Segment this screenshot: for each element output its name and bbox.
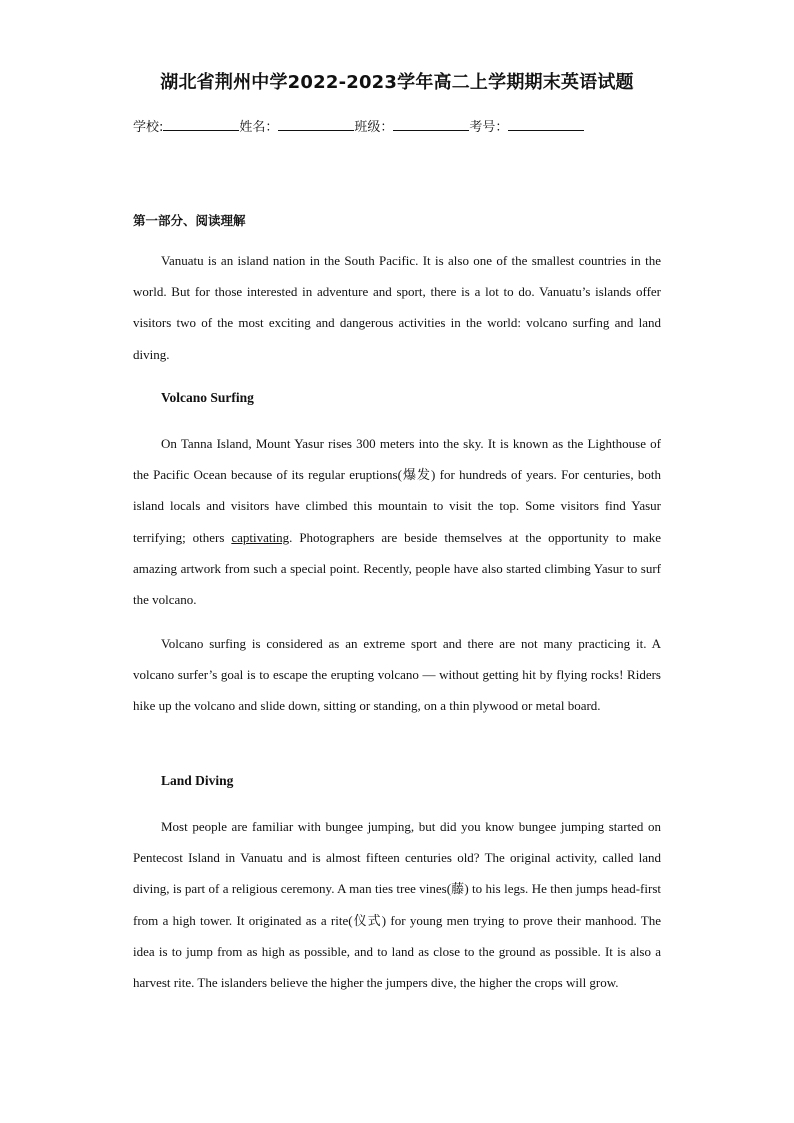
paragraph-intro: Vanuatu is an island nation in the South Pacific. It is also one of the smallest countries in the world. But for those interested in adventure and sport, there is a lot to do. Vanuatu’s islands offer visitors two of the most exciting and dangerous activities in the world: volcano surfing and land diving. xyxy=(133,253,661,362)
paragraph-yasur xyxy=(133,428,661,615)
name-blank[interactable] xyxy=(278,118,354,131)
heading-land-diving: Land Diving xyxy=(161,773,234,788)
school-label: 学校: xyxy=(133,120,164,135)
page-title: 湖北省荆州中学2022-2023学年高二上学期期末英语试题 xyxy=(160,72,634,93)
paragraph-land-diving: Most people are familiar with bungee jumping, but did you know bungee jumping started on Pentecost Island in Vanuatu and is almost fifteen centuries old? The original activity, called land diving, is part of a religious ceremony. A man ties tree vines(藤) to his legs. He then jumps head-first from a high tower. It originated as a rite(仪式) for young men trying to prove their manhood. The idea is to jump from as high as possible, and to land as close to the ground as possible. It is also a harvest rite. The islanders believe the higher the jumpers dive, the higher the crops will grow. xyxy=(133,819,661,991)
section-title: 第一部分、阅读理解 xyxy=(133,213,246,228)
student-info-row xyxy=(133,116,584,135)
class-blank[interactable] xyxy=(393,118,469,131)
paragraph-yasur-part-b: . Photographers are beside themselves at the opportunity to make amazing artwork from such a special point. Recently, people have also started climbing Yasur to surf the volcano. xyxy=(133,529,661,608)
number-blank[interactable] xyxy=(508,118,584,131)
class-label: 班级： xyxy=(354,120,394,135)
paragraph-volcano-surfing: Volcano surfing is considered as an extreme sport and there are not many practicing it. A volcano surfer’s goal is to escape the erupting volcano — without getting hit by flying rocks! Riders hike up the volcano and slide down, sitting or standing, on a thin plywood or metal board. xyxy=(133,636,661,714)
paragraph-yasur-part-a: On Tanna Island, Mount Yasur rises 300 meters into the sky. It is known as the Lighthouse of the Pacific Ocean because of its regular eruptions(爆发) for hundreds of years. For centuries, both island locals and visitors have climbed this mountain to visit the top. Some visitors find Yasur terrifying; others xyxy=(133,436,661,545)
school-blank[interactable] xyxy=(163,118,239,131)
underlined-word: captivating xyxy=(231,529,290,545)
number-label: 考号： xyxy=(469,120,509,135)
heading-volcano-surfing: Volcano Surfing xyxy=(161,390,254,405)
name-label: 姓名： xyxy=(239,120,279,135)
